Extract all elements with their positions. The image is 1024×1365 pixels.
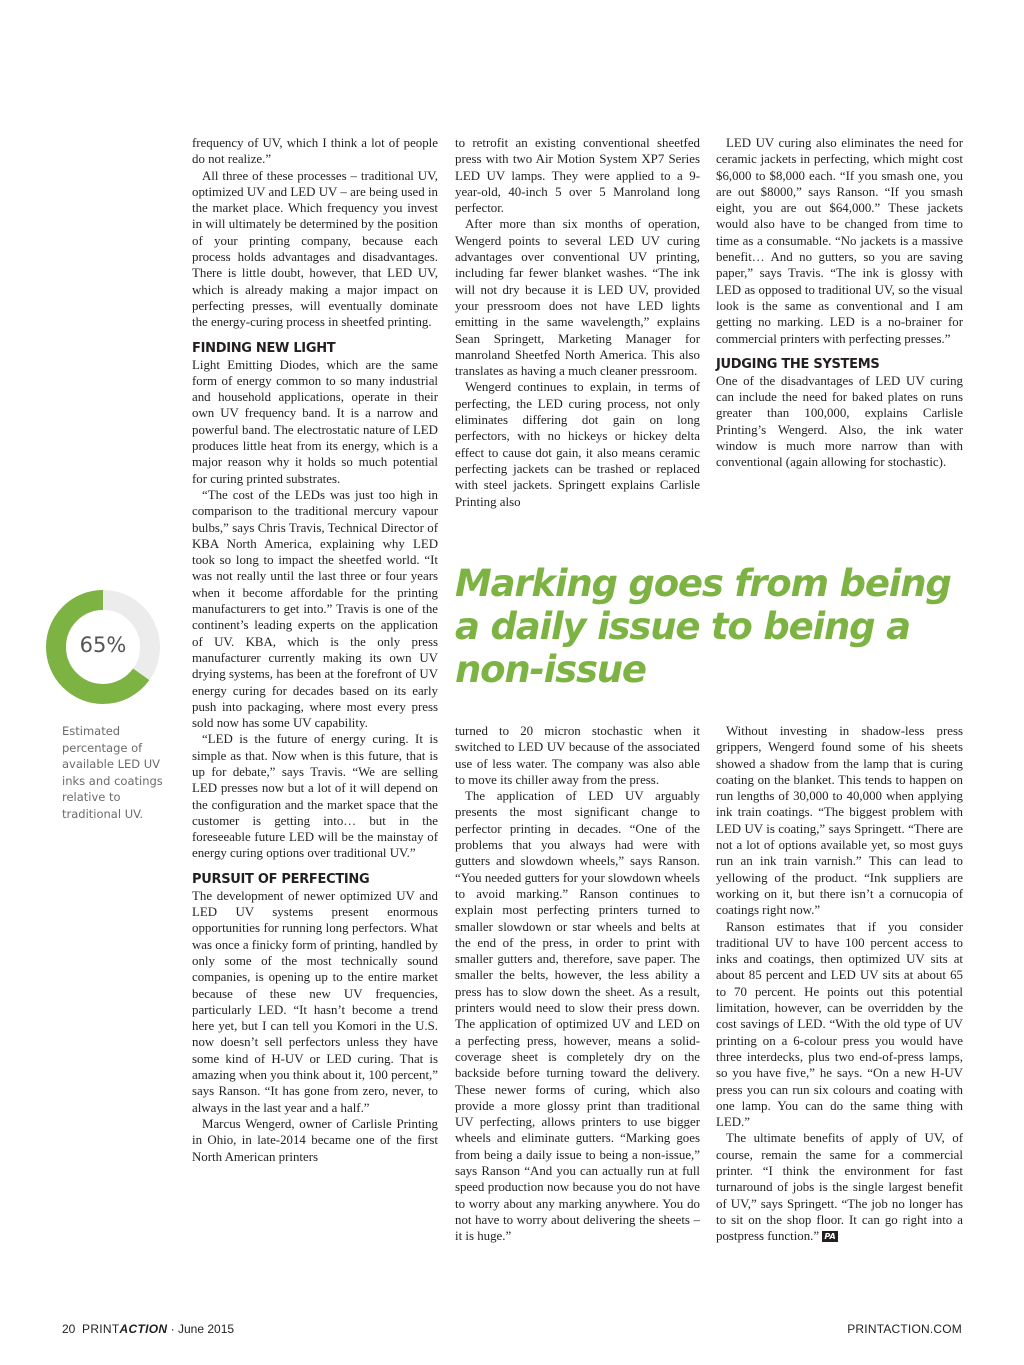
- paragraph-text: The ultimate benefits of apply of UV, of course, remain the same for a commercial printer. “I think the environment for fast turnaround of jobs is the single largest benefit of UV,” says Springett. “The job no longer has to sit on the shop floor. It can go right into a postpress function.”: [716, 1131, 963, 1244]
- page-number: 20: [62, 1322, 76, 1336]
- paragraph: turned to 20 micron stochastic when it switched to LED UV because of the associated use of less water. The company was also able to move its chiller away from the press.: [455, 724, 700, 787]
- paragraph: All three of these processes – traditional UV, optimized UV and LED UV – are being used in the market place. Which frequency you invest in will ultimately be determined by the position of your printing company, because each process holds advantages and disadvantages. There is little doubt, however, that LED UV, which is already making a major impact on perfecting presses, will eventually dominate the energy-curing process in sheetfed printing.: [192, 168, 438, 330]
- article-column-2-top: [455, 135, 700, 510]
- donut-percent-label: 65%: [79, 633, 127, 657]
- paragraph: LED UV curing also eliminates the need for ceramic jackets in perfecting, which might cost $6,000 to $8,000 each. “If you smash one, you are out $8000,” says Ranson. “If you smash eight, you are out $64,000.” These jackets would also have to be changed from time to time as a consumable. “No jackets is a massive benefit… And no gutters, so you are saving paper,” says Travis. “The ink is glossy with LED as opposed to traditional UV, so the visual look is the same as conventional and I am getting no marking. LED is a no-brainer for commercial printers with perfecting presses.”: [716, 136, 963, 346]
- paragraph: “LED is the future of energy curing. It is simple as that. Now when is this future, that is up for debate,” says Travis. “We are selling LED presses now but a lot of it will depend on the configuration and the market space that the customer is getting into… but in the foreseeable future LED will be the mainstay of energy curing options over traditional UV.”: [192, 732, 438, 861]
- end-mark-icon: PA: [824, 1232, 836, 1242]
- issue-date: · June 2015: [170, 1322, 235, 1336]
- paragraph: The development of newer optimized UV and LED UV systems present enormous opportunities for running long perfectors. What was once a finicky form of printing, handled by only some of the most technically sound companies, is opening up to the entire market because of these new UV frequencies, particularly LED. “It hasn’t become a trend here yet, but I can tell you Komori in the U.S. now doesn’t sell perfectors unless they have some kind of H-UV or LED curing. That is amazing when you think about it, 100 percent,” says Ranson. “It has gone from zero, never, to always in the last year and a half.”: [192, 888, 438, 1115]
- article-column-3-bottom: [716, 723, 963, 1245]
- article-column-1: [192, 135, 438, 1165]
- section-heading-judging-the-systems: JUDGING THE SYSTEMS: [716, 356, 880, 372]
- magazine-name-print: PRINT: [82, 1322, 120, 1336]
- article-column-3-top: [716, 135, 963, 471]
- magazine-name-action: ACTION: [119, 1322, 168, 1336]
- paragraph: One of the disadvantages of LED UV curing can include the need for baked plates on runs greater than 100,000, explains Carlisle Printing’s Wengerd. Also, the ink water window is much more narrow than with conventional (again allowing for stochastic).: [716, 373, 963, 470]
- section-heading-pursuit-of-perfecting: PURSUIT OF PERFECTING: [192, 871, 370, 887]
- paragraph: “The cost of the LEDs was just too high in comparison to the traditional mercury vapour bulbs,” says Chris Travis, Technical Director of KBA North America, explaining why LED took so long to impact the sheetfed world. “It was not really until the last three or four years when it become affordable for the printing manufacturers to get into.” Travis is one of the continent’s leading experts on the application of UV. KBA, which is the only press manufacturer currently making its own UV drying systems, has been at the forefront of UV energy curing for decades based on its early push into packaging, where most every press sold now has some UV capability.: [192, 487, 438, 731]
- paragraph: Wengerd continues to explain, in terms of perfecting, the LED curing process, not only eliminates differing dot gain on long perfectors, with no hickeys or hickey delta effect to cause dot gain, it also means ceramic perfecting jackets can be trashed or replaced with steel jackets. Springett explains Carlisle Printing also: [455, 380, 700, 509]
- magazine-name: [82, 1322, 167, 1336]
- paragraph: Marcus Wengerd, owner of Carlisle Printing in Ohio, in late-2014 became one of the first North American printers: [192, 1116, 438, 1164]
- paragraph: The application of LED UV arguably presents the most significant change to perfector printing in decades. “One of the problems that you always had were with gutters and slowdown wheels,” says Ranson. “You needed gutters for your slowdown wheels to avoid marking.” Ranson continues to explain most perfecting printers turned to smaller slowdown or star wheels and belts at the end of the press, in order to print with smaller gutters and, therefore, save paper. The smaller the belts, however, the less ability a press has to slow down the sheet. As a result, printers would need to slow their press down. The application of optimized UV and LED on a perfecting press, however, means a solid-coverage sheet is completely dry on the backside before turning toward the delivery. These newer forms of curing, which also provide a more glossy print than traditional UV perfecting, allows printers to use bigger wheels and eliminate gutters. “Marking goes from being a daily issue to being a non-issue,” says Ranson “And you can actually run at full speed production now because you do not have to worry about any marking anywhere. You do not have to worry about delivering the sheets – it is huge.”: [455, 789, 701, 1244]
- paragraph: [716, 1130, 963, 1244]
- infographic-caption: Estimated percentage of available LED UV inks and coatings relative to traditional UV.: [62, 724, 163, 821]
- paragraph: Without investing in shadow-less press grippers, Wengerd found some of his sheets showed a shadow from the lamp that is curing coating on the blanket. This tends to happen on run lengths of 30,000 to 40,000 when applying ink train coatings. “The biggest problem with LED UV is coating,” says Springett. “There are not a lot of options available yet, so most guys run an ink train varnish.” This can lead to yellowing of the product. “Ink suppliers are working on it, but there isn’t a cornucopia of coatings right now.”: [716, 724, 963, 918]
- article-column-2-bottom: [455, 723, 700, 1245]
- footer-folio: [62, 1322, 234, 1336]
- paragraph: Ranson estimates that if you consider traditional UV to have 100 percent access to inks and coatings, then optimized UV sits at about 85 percent and LED UV sits at about 65 to 70 percent. He points out this potential limitation, however, can be overridden by the cost savings of LED. “With the old type of UV printing on a 6-colour press you would have three interdecks, plus two end-of-press lamps, so you have five,” he says. “On a new H-UV press you can run six colours and coating with one lamp. You can do the same thing with LED.”: [716, 919, 963, 1130]
- paragraph: to retrofit an existing conventional sheetfed press with two Air Motion System XP7 Series LED UV lamps. They were applied to a 9-year-old, 40-inch 5 over 5 Manroland long perfector.: [455, 136, 700, 216]
- paragraph: frequency of UV, which I think a lot of people do not realize.”: [192, 136, 438, 167]
- section-heading-finding-new-light: FINDING NEW LIGHT: [192, 340, 336, 356]
- paragraph: After more than six months of operation, Wengerd points to several LED UV curing advantages over conventional UV printing, including far fewer blanket washes. “The ink will not dry because it is LED UV, provided your pressroom does not have LED lights emitting in the same wavelength,” explains Sean Springett, Marketing Manager for manroland Sheetfed North America. This also translates as having a much cleaner pressroom.: [455, 217, 700, 379]
- paragraph: Light Emitting Diodes, which are the same form of energy common to so many industrial and household applications, operate in their own UV frequency band. It is a narrow and powerful band. The electrostatic nature of LED produces little heat from its energy, which is a major reason why it holds so much potential for curing printed substrates.: [192, 357, 438, 486]
- pull-quote: Marking goes from being a daily issue to being a non-issue: [455, 562, 951, 691]
- footer-website: PRINTACTION.COM: [847, 1322, 962, 1336]
